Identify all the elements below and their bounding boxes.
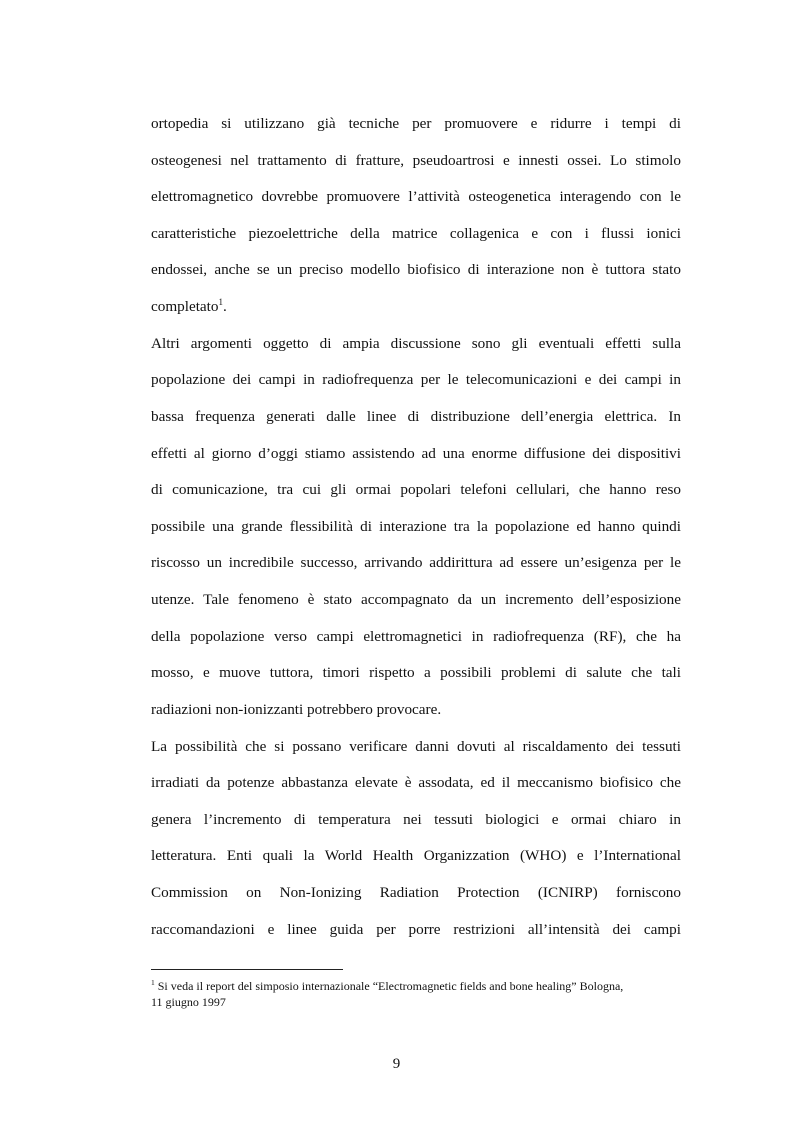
text-line: raccomandazioni e linee guida per porre restrizioni all’intensità dei campi xyxy=(151,921,681,938)
page-number: 9 xyxy=(392,1056,401,1072)
footnote-marker: 1 xyxy=(151,978,155,987)
footnote-text: Si veda il report del simposio internazionale “Electromagnetic fields and bone healing” Bologna, xyxy=(154,979,624,993)
text-line: radiazioni non-ionizzanti potrebbero provocare. xyxy=(151,701,442,718)
footnote-reference[interactable]: 1 xyxy=(218,297,223,307)
text-line: endossei, anche se un preciso modello biofisico di interazione non è tuttora stato xyxy=(151,261,681,278)
text-line: ortopedia si utilizzano già tecniche per promuovere e ridurre i tempi di xyxy=(151,115,681,132)
text-line: completato$^1$. xyxy=(151,297,227,315)
footnote xyxy=(151,978,686,994)
text-line: mosso, e muove tuttora, timori rispetto a possibili problemi di salute che tali xyxy=(151,664,681,681)
text-line: di comunicazione, tra cui gli ormai popolari telefoni cellulari, che hanno reso xyxy=(151,481,681,498)
text-line: osteogenesi nel trattamento di fratture, pseudoartrosi e innesti ossei. Lo stimolo xyxy=(151,152,681,169)
text-line: utenze. Tale fenomeno è stato accompagnato da un incremento dell’esposizione xyxy=(151,591,681,608)
text-line: genera l’incremento di temperatura nei tessuti biologici e ormai chiaro in xyxy=(151,811,681,828)
text-line: letteratura. Enti quali la World Health Organizzation (WHO) e l’International xyxy=(151,847,681,864)
text-line: possibile una grande flessibilità di interazione tra la popolazione ed hanno quindi xyxy=(151,518,681,535)
text-line: effetti al giorno d’oggi stiamo assistendo ad una enorme diffusione dei dispositivi xyxy=(151,445,681,462)
text-line: irradiati da potenze abbastanza elevate è assodata, ed il meccanismo biofisico che xyxy=(151,774,681,791)
text-line: della popolazione verso campi elettromagnetici in radiofrequenza (RF), che ha xyxy=(151,628,681,645)
text-line: Commission on Non-Ionizing Radiation Protection (ICNIRP) forniscono xyxy=(151,884,681,901)
footnote-continuation: 11 giugno 1997 xyxy=(151,995,226,1009)
text-line: Altri argomenti oggetto di ampia discussione sono gli eventuali effetti sulla xyxy=(151,335,681,352)
text-line: elettromagnetico dovrebbe promuovere l’attività osteogenetica interagendo con le xyxy=(151,188,681,205)
text-line: La possibilità che si possano verificare danni dovuti al riscaldamento dei tessuti xyxy=(151,738,681,755)
footnote-separator xyxy=(151,969,343,970)
text-line: bassa frequenza generati dalle linee di distribuzione dell’energia elettrica. In xyxy=(151,408,681,425)
text-line: popolazione dei campi in radiofrequenza per le telecomunicazioni e dei campi in xyxy=(151,371,681,388)
text-line: caratteristiche piezoelettriche della matrice collagenica e con i flussi ionici xyxy=(151,225,681,242)
text-line: riscosso un incredibile successo, arrivando addirittura ad essere un’esigenza per le xyxy=(151,554,681,571)
